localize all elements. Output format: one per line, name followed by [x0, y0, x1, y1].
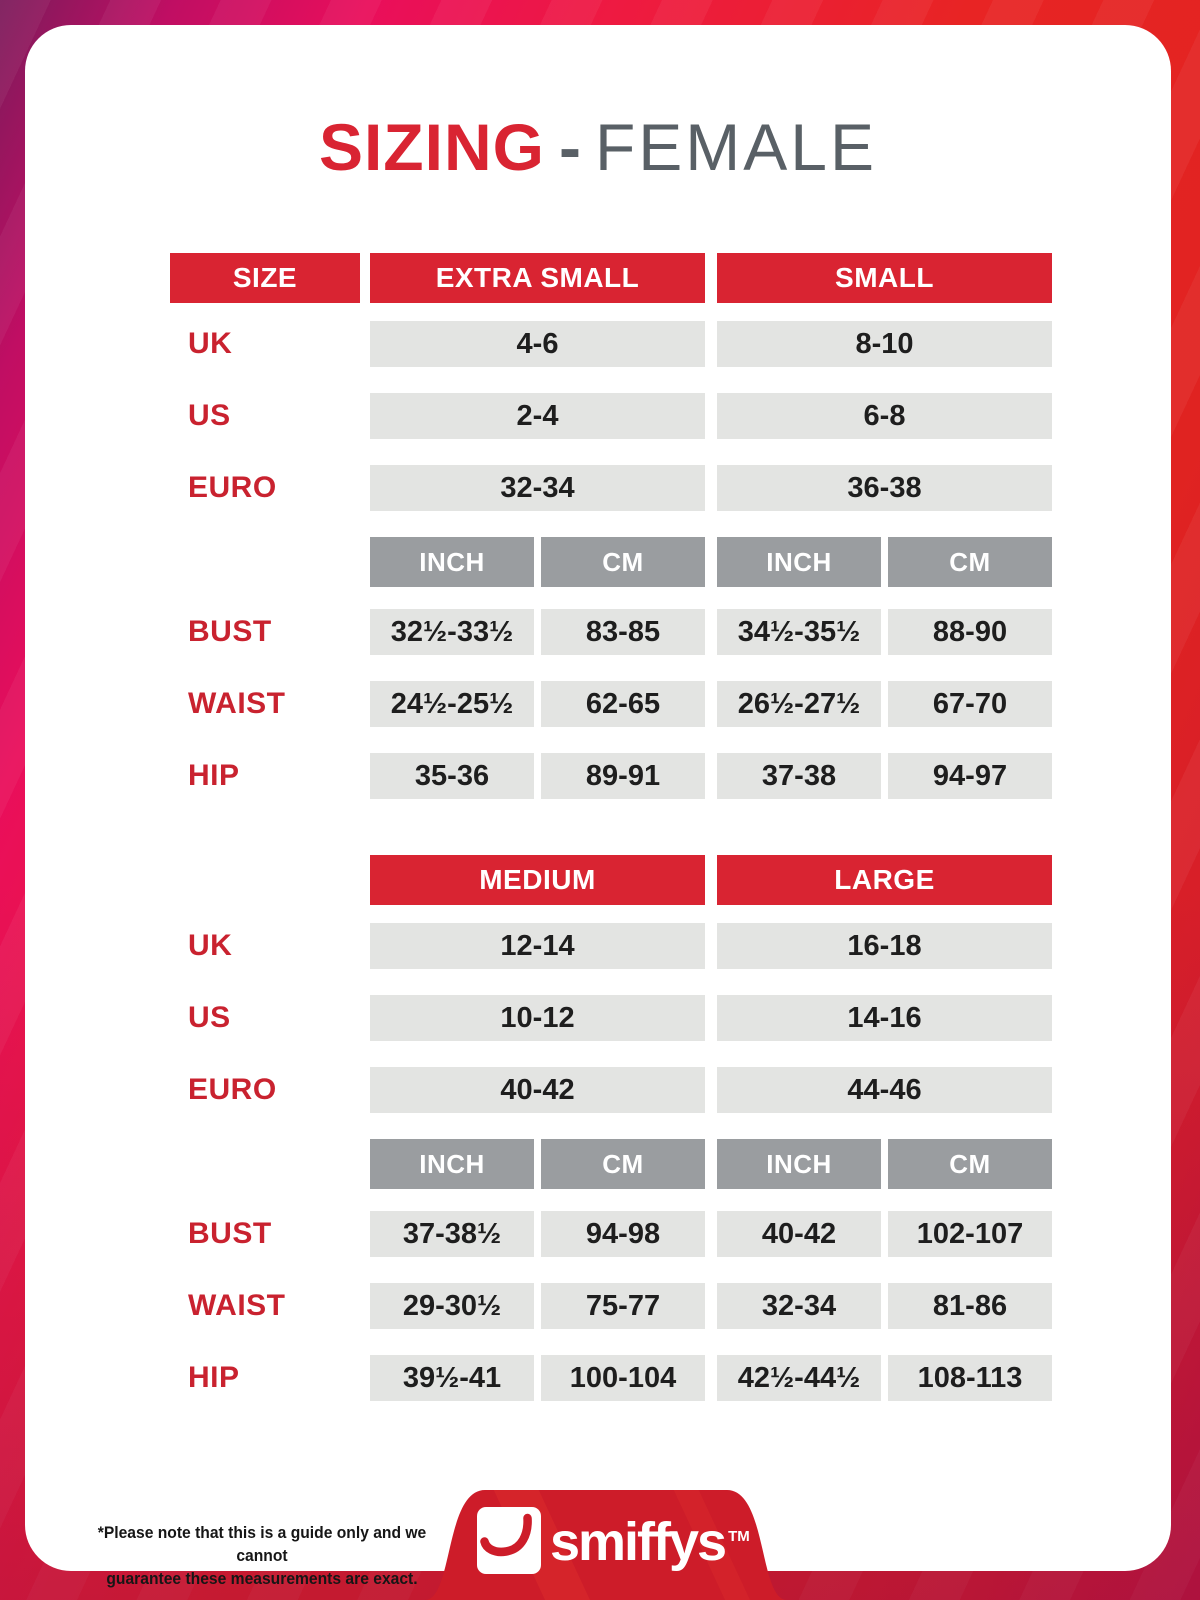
table2-euro-large: 44-46 [717, 1067, 1052, 1113]
table2-unit-cm-2: CM [888, 1139, 1052, 1189]
table2-waist-l-inch: 32-34 [717, 1283, 881, 1329]
table1-label-hip: HIP [188, 759, 240, 792]
table1-uk-extra-small: 4-6 [370, 321, 705, 367]
table1-size-header: SIZE [170, 253, 360, 303]
table2-uk-medium: 12-14 [370, 923, 705, 969]
smiffys-smile-icon [470, 1500, 550, 1582]
title-sizing: SIZING [318, 110, 545, 184]
table2-unit-inch-1: INCH [370, 1139, 534, 1189]
table1-unit-inch-1: INCH [370, 537, 534, 587]
table2-hip-m-cm: 100-104 [541, 1355, 705, 1401]
table2-waist-m-inch: 29-30½ [370, 1283, 534, 1329]
table1-euro-small: 36-38 [717, 465, 1052, 511]
brand-wordmark [550, 1511, 750, 1573]
table1-uk-small: 8-10 [717, 321, 1052, 367]
table2-bust-l-inch: 40-42 [717, 1211, 881, 1257]
brand-name: smiffys [550, 1512, 726, 1572]
table1-unit-cm-1: CM [541, 537, 705, 587]
table2-hip-m-inch: 39½-41 [370, 1355, 534, 1401]
table2-bust-m-inch: 37-38½ [370, 1211, 534, 1257]
table2-us-medium: 10-12 [370, 995, 705, 1041]
table1-waist-s-cm: 67-70 [888, 681, 1052, 727]
table1-euro-extra-small: 32-34 [370, 465, 705, 511]
table2-hip-l-cm: 108-113 [888, 1355, 1052, 1401]
table1-us-extra-small: 2-4 [370, 393, 705, 439]
title-female: FEMALE [594, 110, 878, 184]
table2-header-medium: MEDIUM [370, 855, 705, 905]
table1-unit-inch-2: INCH [717, 537, 881, 587]
table2-bust-l-cm: 102-107 [888, 1211, 1052, 1257]
table1-us-small: 6-8 [717, 393, 1052, 439]
disclaimer-line-1: *Please note that this is a guide only and we cannot [97, 1523, 427, 1565]
table2-uk-large: 16-18 [717, 923, 1052, 969]
table2-hip-l-inch: 42½-44½ [717, 1355, 881, 1401]
table2-us-large: 14-16 [717, 995, 1052, 1041]
table1-label-uk: UK [188, 327, 233, 360]
table1-hip-xs-inch: 35-36 [370, 753, 534, 799]
table1-waist-s-inch: 26½-27½ [717, 681, 881, 727]
title-separator: - [558, 110, 581, 184]
table2-waist-l-cm: 81-86 [888, 1283, 1052, 1329]
table1-hip-xs-cm: 89-91 [541, 753, 705, 799]
table1-unit-cm-2: CM [888, 537, 1052, 587]
table1-waist-xs-cm: 62-65 [541, 681, 705, 727]
table2-label-us: US [188, 1001, 231, 1034]
table1-bust-s-inch: 34½-35½ [717, 609, 881, 655]
table1-label-us: US [188, 399, 231, 432]
table2-label-hip: HIP [188, 1361, 240, 1394]
disclaimer-line-2: guarantee these measurements are exact. [106, 1569, 418, 1588]
table2-unit-inch-2: INCH [717, 1139, 881, 1189]
trademark-symbol: TM [728, 1528, 750, 1545]
table1-hip-s-inch: 37-38 [717, 753, 881, 799]
table2-label-euro: EURO [188, 1073, 277, 1106]
table1-header-extra-small: EXTRA SMALL [370, 253, 705, 303]
table2-label-bust: BUST [188, 1217, 272, 1250]
table2-unit-cm-1: CM [541, 1139, 705, 1189]
table1-bust-xs-inch: 32½-33½ [370, 609, 534, 655]
table2-header-large: LARGE [717, 855, 1052, 905]
sizing-card [25, 25, 1171, 1588]
disclaimer-note [87, 1521, 437, 1590]
table1-bust-xs-cm: 83-85 [541, 609, 705, 655]
page-title [25, 111, 1171, 183]
table1-header-small: SMALL [717, 253, 1052, 303]
table1-bust-s-cm: 88-90 [888, 609, 1052, 655]
table2-bust-m-cm: 94-98 [541, 1211, 705, 1257]
table1-hip-s-cm: 94-97 [888, 753, 1052, 799]
table1-waist-xs-inch: 24½-25½ [370, 681, 534, 727]
table1-label-bust: BUST [188, 615, 272, 648]
table1-label-waist: WAIST [188, 687, 286, 720]
table2-label-waist: WAIST [188, 1289, 286, 1322]
table2-label-uk: UK [188, 929, 233, 962]
table2-waist-m-cm: 75-77 [541, 1283, 705, 1329]
table1-label-euro: EURO [188, 471, 277, 504]
table2-euro-medium: 40-42 [370, 1067, 705, 1113]
